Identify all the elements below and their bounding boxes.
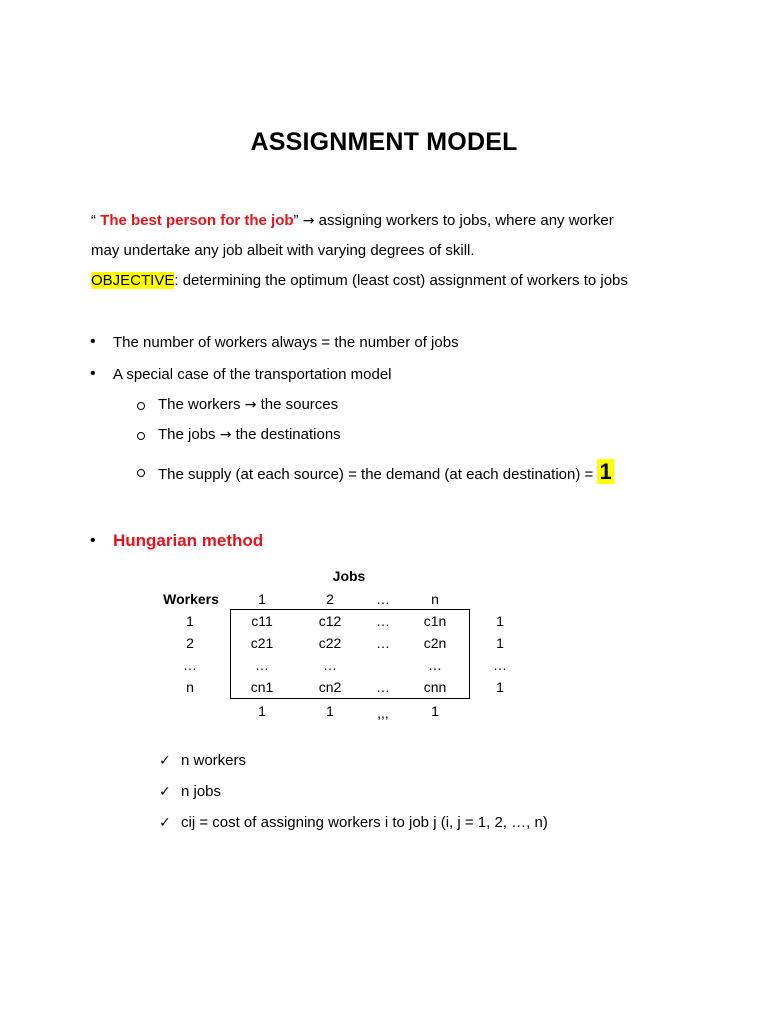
workers-header: Workers: [163, 591, 219, 607]
sub-bullet-right: the sources: [256, 396, 339, 413]
col-header: 1: [258, 591, 266, 607]
sub-bullet-right: the destinations: [231, 426, 341, 443]
cost-cell: cn1: [250, 679, 274, 695]
cost-cell: c1n: [423, 613, 447, 629]
bullet-dot-icon: •: [90, 333, 96, 350]
objective-text: : determining the optimum (least cost) assignment of workers to jobs: [174, 272, 628, 289]
checkmark-icon: ✓: [159, 784, 171, 800]
cost-cell: c12: [318, 613, 342, 629]
cost-cell: c2n: [423, 635, 447, 651]
supply-cell: 1: [496, 679, 504, 695]
best-person-phrase: The best person for the job: [100, 212, 294, 229]
intro-rest: assigning workers to jobs, where any worker: [314, 212, 614, 229]
arrow-right-icon: →: [219, 427, 232, 443]
row-label: 2: [186, 635, 194, 651]
checkmark-icon: ✓: [159, 815, 171, 831]
cost-cell: cnn: [423, 679, 447, 695]
cost-cell: …: [428, 657, 442, 673]
supply-demand-line: [158, 461, 614, 486]
demand-cell: 1: [431, 703, 439, 719]
check-item: n jobs: [181, 783, 222, 800]
open-quote: “: [91, 212, 101, 229]
supply-value: 1: [599, 459, 612, 484]
col-header: …: [376, 591, 390, 607]
circle-bullet-icon: [137, 469, 145, 477]
jobs-header: Jobs: [332, 568, 366, 584]
arrow-right-icon: →: [244, 397, 257, 413]
sub-bullet-left: The workers: [158, 396, 245, 413]
bullet-item: A special case of the transportation model: [113, 366, 392, 383]
cost-cell: …: [255, 657, 269, 673]
col-header: n: [431, 591, 439, 607]
cost-cell: …: [376, 613, 390, 629]
cost-cell: c11: [251, 613, 273, 629]
demand-cell: 1: [326, 703, 334, 719]
demand-cell: 1: [258, 703, 266, 719]
cost-cell: …: [376, 635, 390, 651]
cost-cell: …: [323, 657, 337, 673]
bullet-item: The number of workers always = the number of jobs: [113, 334, 459, 351]
hungarian-method-heading: Hungarian method: [113, 531, 264, 550]
objective-line: [91, 271, 628, 291]
supply-cell: 1: [496, 613, 504, 629]
check-item: n workers: [181, 752, 247, 769]
cost-cell: cn2: [318, 679, 342, 695]
sub-bullet-item: [158, 425, 341, 445]
page-title: ASSIGNMENT MODEL: [250, 128, 518, 156]
objective-label: OBJECTIVE: [91, 272, 175, 289]
close-quote: ”: [293, 212, 299, 229]
cost-cell: c21: [250, 635, 274, 651]
cost-cell: …: [376, 679, 390, 695]
checkmark-icon: ✓: [159, 753, 171, 769]
circle-bullet-icon: [137, 402, 145, 410]
demand-cell: ,,,: [377, 705, 389, 721]
bullet-dot-icon: •: [90, 365, 96, 382]
intro-line-1: [91, 211, 614, 231]
check-item: cij = cost of assigning workers i to job j (i, j = 1, 2, …, n): [181, 814, 548, 831]
col-header: 2: [326, 591, 334, 607]
row-label: …: [183, 657, 197, 673]
supply-cell: 1: [496, 635, 504, 651]
sub-bullet-item: [158, 395, 338, 415]
sub-bullet-left: The jobs: [158, 426, 220, 443]
supply-cell: …: [493, 657, 507, 673]
bullet-dot-icon: •: [90, 532, 96, 549]
intro-line-2: may undertake any job albeit with varying degrees of skill.: [91, 242, 475, 259]
row-label: 1: [186, 613, 194, 629]
arrow-right-icon: →: [302, 213, 315, 229]
cost-cell: c22: [318, 635, 342, 651]
circle-bullet-icon: [137, 432, 145, 440]
supply-demand-text: The supply (at each source) = the demand (at each destination) =: [158, 466, 598, 483]
row-label: n: [186, 679, 194, 695]
